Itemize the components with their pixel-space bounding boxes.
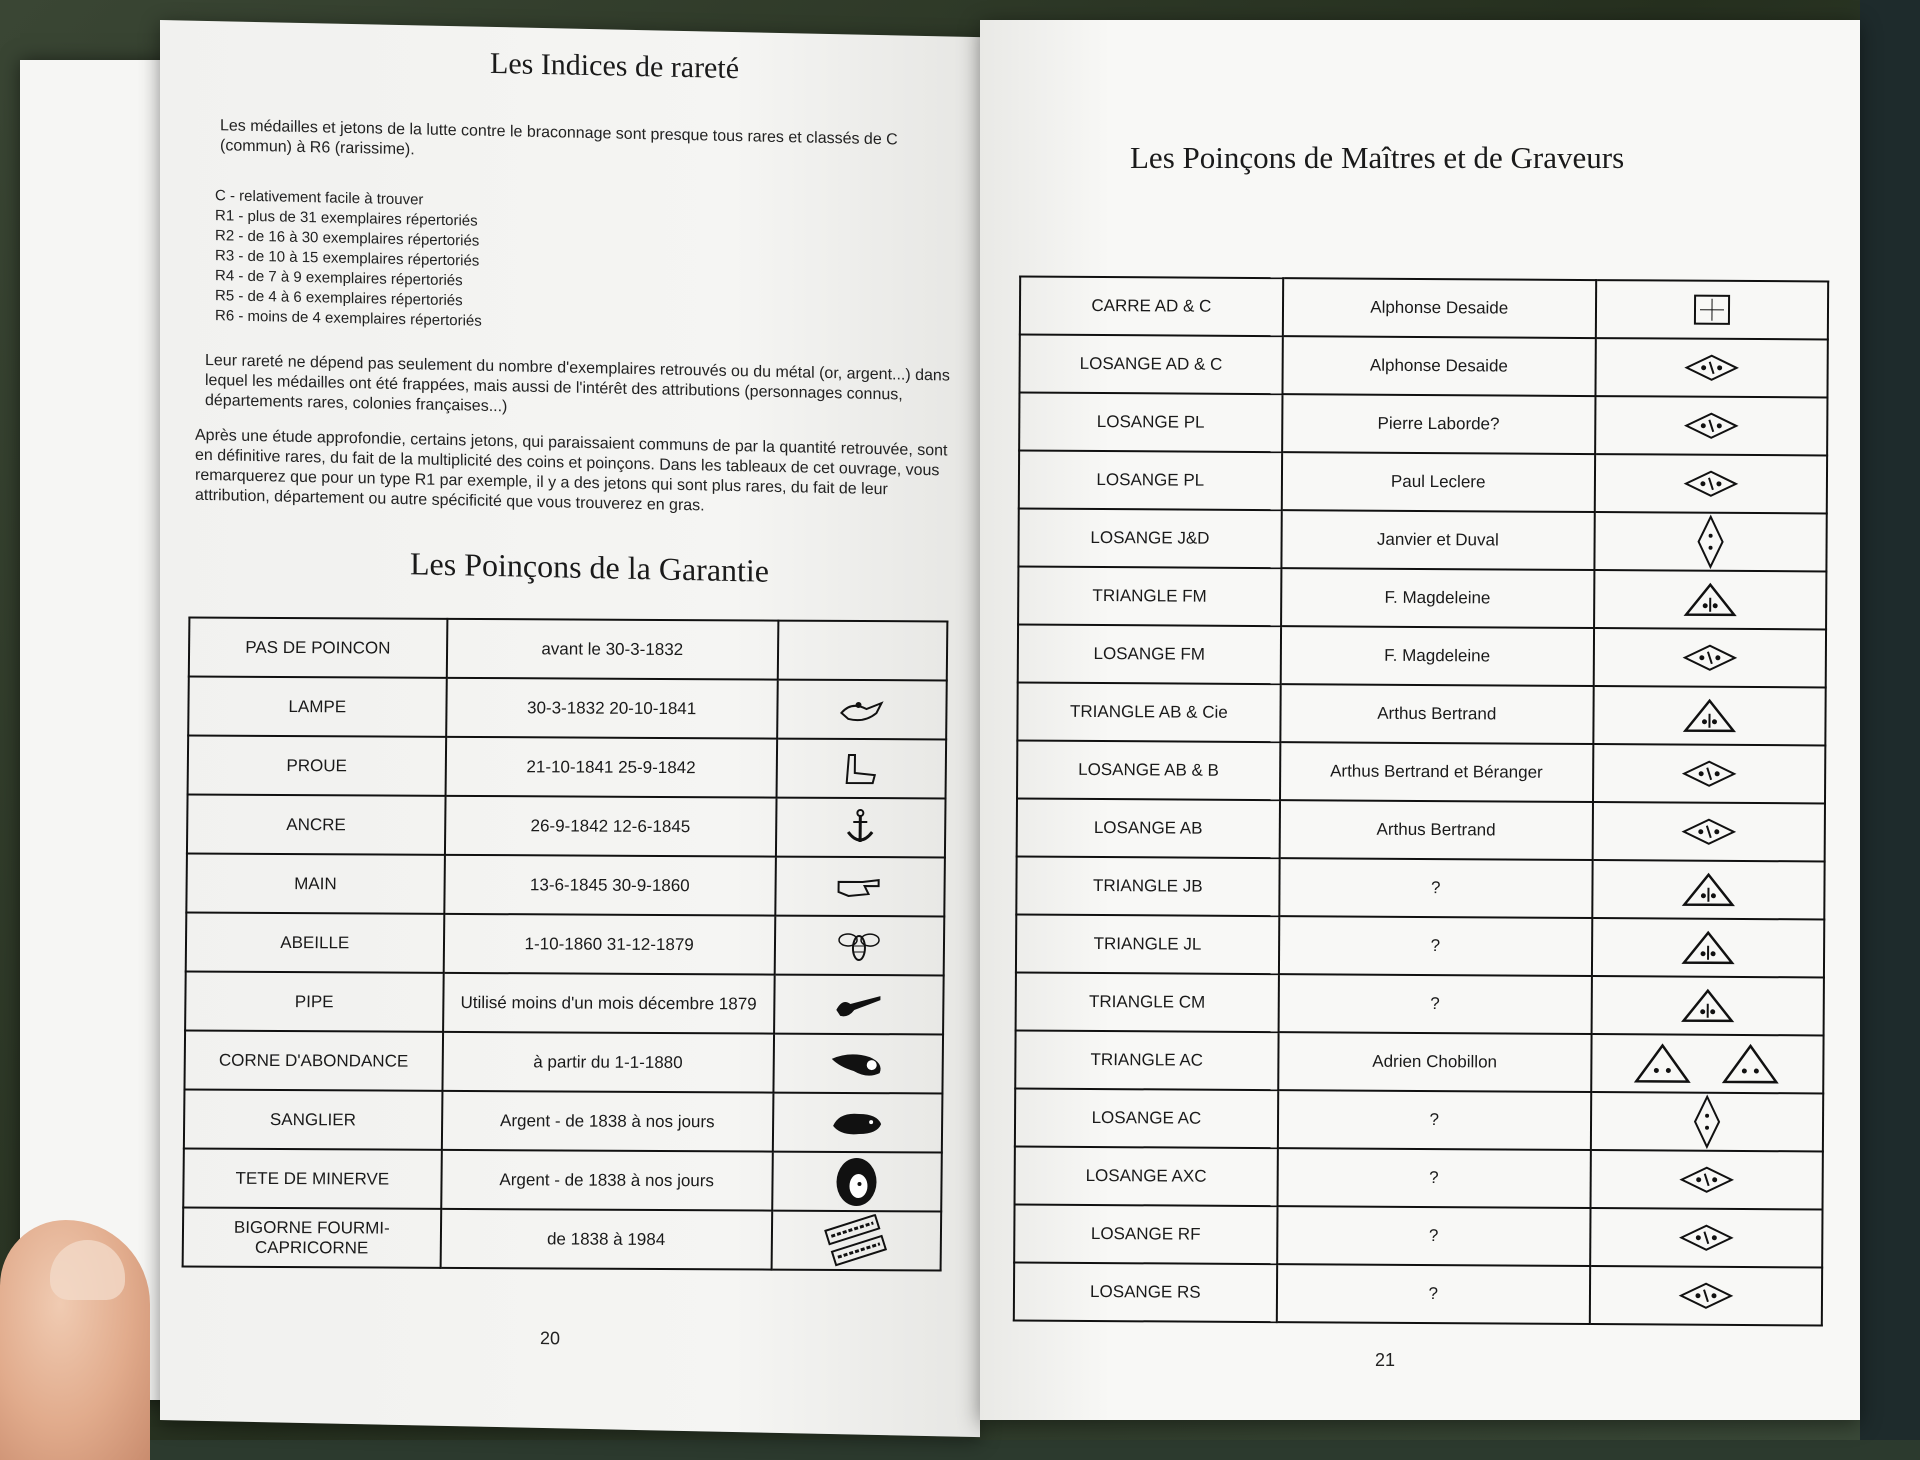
- table-row: [186, 854, 945, 917]
- hallmark-name: ABEILLE: [186, 913, 444, 973]
- rarity-title: Les Indices de rareté: [490, 47, 739, 86]
- garantie-title: Les Poinçons de la Garantie: [410, 545, 769, 590]
- anchor-icon: [846, 817, 876, 836]
- rarity-item: C - relativement facile à trouver: [215, 186, 482, 212]
- lozenge-mark-icon: [1683, 357, 1739, 376]
- table-row: [188, 677, 947, 740]
- hallmark-name: LAMPE: [188, 677, 446, 737]
- table-row: [1014, 1205, 1822, 1268]
- maker-name: ?: [1277, 1264, 1590, 1324]
- hallmark-symbol: [771, 1211, 941, 1271]
- minerva-head-icon: [835, 1171, 879, 1190]
- hallmark-name: PAS DE POINCON: [189, 618, 447, 678]
- hallmark-period: 13-6-1845 30-9-1860: [444, 855, 776, 916]
- table-row: [1019, 335, 1827, 398]
- table-row: [1018, 625, 1826, 688]
- mark-symbol: [1593, 686, 1826, 745]
- mark-name: LOSANGE AB: [1017, 799, 1280, 859]
- table-row: [1017, 741, 1825, 804]
- mark-name: TRIANGLE JL: [1016, 915, 1279, 975]
- hallmark-symbol: [774, 975, 944, 1035]
- maker-name: Adrien Chobillon: [1278, 1032, 1591, 1092]
- lozenge-mark-icon: [1683, 415, 1739, 434]
- hallmark-period: Argent - de 1838 à nos jours: [441, 1150, 773, 1211]
- mark-name: LOSANGE J&D: [1018, 509, 1281, 569]
- hallmark-name: BIGORNE FOURMI-CAPRICORNE: [183, 1208, 441, 1268]
- table-row: [1016, 973, 1824, 1036]
- table-row: [1016, 857, 1824, 920]
- hallmark-period: de 1838 à 1984: [440, 1209, 772, 1270]
- rarity-paragraph-2: Leur rareté ne dépend pas seulement du nombre d'exemplaires retrouvés ou du métal (or, argent...) dans lequel les médailles ont été frappées, mais aussi de l'intérêt des attributions (personnages connus, départements rares, colonies françaises...): [205, 351, 965, 427]
- mark-symbol: [1593, 628, 1826, 687]
- mark-name: CARRE AD & C: [1020, 277, 1283, 337]
- lozenge-mark-icon: [1678, 1285, 1734, 1304]
- hand-icon: [835, 876, 885, 895]
- table-row: [184, 1090, 943, 1153]
- table-row: [183, 1149, 942, 1212]
- hallmark-name: PROUE: [188, 736, 446, 796]
- rarity-item: R4 - de 7 à 9 exemplaires répertoriés: [215, 266, 482, 292]
- hallmark-name: MAIN: [186, 854, 444, 914]
- table-row: [1014, 1263, 1822, 1326]
- maitres-title: Les Poinçons de Maîtres et de Graveurs: [1130, 140, 1624, 176]
- table-row: [1017, 799, 1825, 862]
- mark-name: TRIANGLE CM: [1016, 973, 1279, 1033]
- mark-symbol: [1591, 976, 1824, 1035]
- hallmark-period: 21-10-1841 25-9-1842: [445, 737, 777, 798]
- book-cover-right: [1860, 0, 1920, 1440]
- triangle-mark-icon: [1681, 995, 1735, 1014]
- mark-symbol: [1590, 1266, 1823, 1325]
- table-row: [1015, 1031, 1823, 1094]
- right-page: [980, 20, 1860, 1420]
- lamp-icon: [837, 699, 887, 718]
- pipe-icon: [833, 994, 885, 1013]
- table-row: [1018, 567, 1826, 630]
- triangle-mark-icon: [1681, 937, 1735, 956]
- maker-name: ?: [1277, 1206, 1590, 1266]
- hallmark-symbol: [773, 1093, 943, 1153]
- mark-symbol: [1590, 1150, 1823, 1209]
- triangle-mark-icon: [1682, 705, 1736, 724]
- hallmark-period: Argent - de 1838 à nos jours: [441, 1091, 773, 1152]
- mark-name: LOSANGE PL: [1019, 451, 1282, 511]
- double-triangle-mark-icon: [1632, 1053, 1782, 1073]
- bigorne-icon: [824, 1230, 888, 1249]
- table-row: [1019, 393, 1827, 456]
- hallmark-symbol: [778, 621, 948, 681]
- table-row: [189, 618, 948, 681]
- square-mark-icon: [1692, 299, 1732, 318]
- table-row: [184, 1031, 943, 1094]
- triangle-mark-icon: [1683, 589, 1737, 608]
- maker-name: ?: [1279, 916, 1592, 976]
- maitres-table: [1013, 276, 1829, 1327]
- mark-name: LOSANGE AD & C: [1019, 335, 1282, 395]
- lozenge-mark-icon: [1681, 763, 1737, 782]
- maker-name: Pierre Laborde?: [1282, 394, 1595, 454]
- table-row: [188, 736, 947, 799]
- hallmark-symbol: [774, 916, 944, 976]
- mark-name: LOSANGE RF: [1014, 1205, 1277, 1265]
- maker-name: ?: [1277, 1148, 1590, 1208]
- lozenge-mark-icon: [1682, 647, 1738, 666]
- mark-symbol: [1590, 1208, 1823, 1267]
- page-number-right: 21: [1375, 1350, 1395, 1371]
- lozenge-mark-icon: [1683, 473, 1739, 492]
- maker-name: Arthus Bertrand et Béranger: [1280, 742, 1593, 802]
- maker-name: Paul Leclere: [1282, 452, 1595, 512]
- mark-symbol: [1593, 744, 1826, 803]
- rarity-item: R2 - de 16 à 30 exemplaires répertoriés: [215, 226, 482, 252]
- hallmark-period: 26-9-1842 12-6-1845: [445, 796, 777, 857]
- maker-name: Janvier et Duval: [1281, 510, 1594, 570]
- hallmark-period: 30-3-1832 20-10-1841: [446, 678, 778, 739]
- maker-name: ?: [1278, 1090, 1591, 1150]
- rarity-paragraph-3: Après une étude approfondie, certains jetons, qui paraissaient communs de par la quantité retrouvée, sont en définitive rares, du fait de la multiplicité des coins et poinçons. Dans les tableaux de cet ouvrage, vous remarquerez que pour un type R1 par exemple, il y a des jetons qui sont plus rares, du fait de leur attribution, département ou autre spécificité que vous trouverez en gras.: [195, 426, 965, 522]
- mark-name: TRIANGLE JB: [1016, 857, 1279, 917]
- hallmark-name: TETE DE MINERVE: [183, 1149, 441, 1209]
- maker-name: Arthus Bertrand: [1280, 684, 1593, 744]
- hallmark-name: CORNE D'ABONDANCE: [184, 1031, 442, 1091]
- lozenge-mark-icon: [1678, 1227, 1734, 1246]
- table-row: [1015, 1089, 1823, 1152]
- left-page: [160, 20, 980, 1437]
- table-row: [187, 795, 946, 858]
- table-row: [1020, 277, 1828, 340]
- maker-name: F. Magdeleine: [1280, 626, 1593, 686]
- maker-name: ?: [1279, 858, 1592, 918]
- mark-symbol: [1594, 512, 1827, 571]
- maker-name: Alphonse Desaide: [1283, 278, 1596, 338]
- mark-symbol: [1595, 338, 1828, 397]
- hallmark-symbol: [775, 857, 945, 917]
- table-row: [185, 972, 944, 1035]
- mark-symbol: [1595, 396, 1828, 455]
- mark-symbol: [1592, 802, 1825, 861]
- mark-symbol: [1592, 860, 1825, 919]
- lozenge-mark-icon: [1681, 821, 1737, 840]
- rarity-item: R3 - de 10 à 15 exemplaires répertoriés: [215, 246, 482, 272]
- mark-symbol: [1592, 918, 1825, 977]
- mark-symbol: [1594, 570, 1827, 629]
- hallmark-symbol: [777, 680, 947, 740]
- maker-name: Alphonse Desaide: [1282, 336, 1595, 396]
- maker-name: F. Magdeleine: [1281, 568, 1594, 628]
- prow-icon: [841, 758, 881, 777]
- table-row: [1016, 915, 1824, 978]
- boar-icon: [829, 1112, 885, 1131]
- mark-name: LOSANGE FM: [1018, 625, 1281, 685]
- table-row: [1015, 1147, 1823, 1210]
- vertical-lozenge-mark-icon: [1695, 531, 1725, 550]
- rarity-item: R5 - de 4 à 6 exemplaires répertoriés: [215, 286, 482, 312]
- mark-name: TRIANGLE AC: [1015, 1031, 1278, 1091]
- mark-symbol: [1596, 280, 1829, 339]
- triangle-mark-icon: [1681, 879, 1735, 898]
- table-row: [1019, 451, 1827, 514]
- mark-name: TRIANGLE FM: [1018, 567, 1281, 627]
- hallmark-name: SANGLIER: [184, 1090, 442, 1150]
- hallmark-period: 1-10-1860 31-12-1879: [443, 914, 775, 975]
- mark-name: LOSANGE AB & B: [1017, 741, 1280, 801]
- rarity-intro: Les médailles et jetons de la lutte contre le braconnage sont presque tous rares et classés de C (commun) à R6 (rarissime).: [220, 116, 960, 172]
- rarity-item: R1 - plus de 31 exemplaires répertoriés: [215, 206, 482, 232]
- table-row: [183, 1208, 942, 1271]
- cornucopia-icon: [830, 1053, 886, 1072]
- mark-symbol: [1591, 1034, 1824, 1093]
- mark-name: LOSANGE AXC: [1015, 1147, 1278, 1207]
- vertical-lozenge-mark-icon: [1692, 1111, 1722, 1130]
- maker-name: ?: [1278, 974, 1591, 1034]
- hallmark-name: PIPE: [185, 972, 443, 1032]
- hallmark-symbol: [776, 798, 946, 858]
- maker-name: Arthus Bertrand: [1279, 800, 1592, 860]
- mark-name: LOSANGE AC: [1015, 1089, 1278, 1149]
- hallmark-name: ANCRE: [187, 795, 445, 855]
- hallmark-period: à partir du 1-1-1880: [442, 1032, 774, 1093]
- mark-symbol: [1595, 454, 1828, 513]
- table-row: [186, 913, 945, 976]
- rarity-item: R6 - moins de 4 exemplaires répertoriés: [215, 306, 482, 332]
- mark-symbol: [1591, 1092, 1824, 1151]
- mark-name: LOSANGE PL: [1019, 393, 1282, 453]
- hallmark-symbol: [772, 1152, 942, 1212]
- hallmark-symbol: [773, 1034, 943, 1094]
- table-row: [1018, 509, 1826, 572]
- hallmark-period: Utilisé moins d'un mois décembre 1879: [443, 973, 775, 1034]
- garantie-table: [182, 616, 949, 1271]
- lozenge-mark-icon: [1679, 1169, 1735, 1188]
- table-row: [1017, 683, 1825, 746]
- hallmark-symbol: [776, 739, 946, 799]
- mark-name: TRIANGLE AB & Cie: [1017, 683, 1280, 743]
- hallmark-period: avant le 30-3-1832: [446, 619, 778, 680]
- rarity-scale: [215, 186, 482, 332]
- mark-name: LOSANGE RS: [1014, 1263, 1277, 1323]
- bee-icon: [835, 935, 883, 954]
- page-number-left: 20: [540, 1328, 560, 1349]
